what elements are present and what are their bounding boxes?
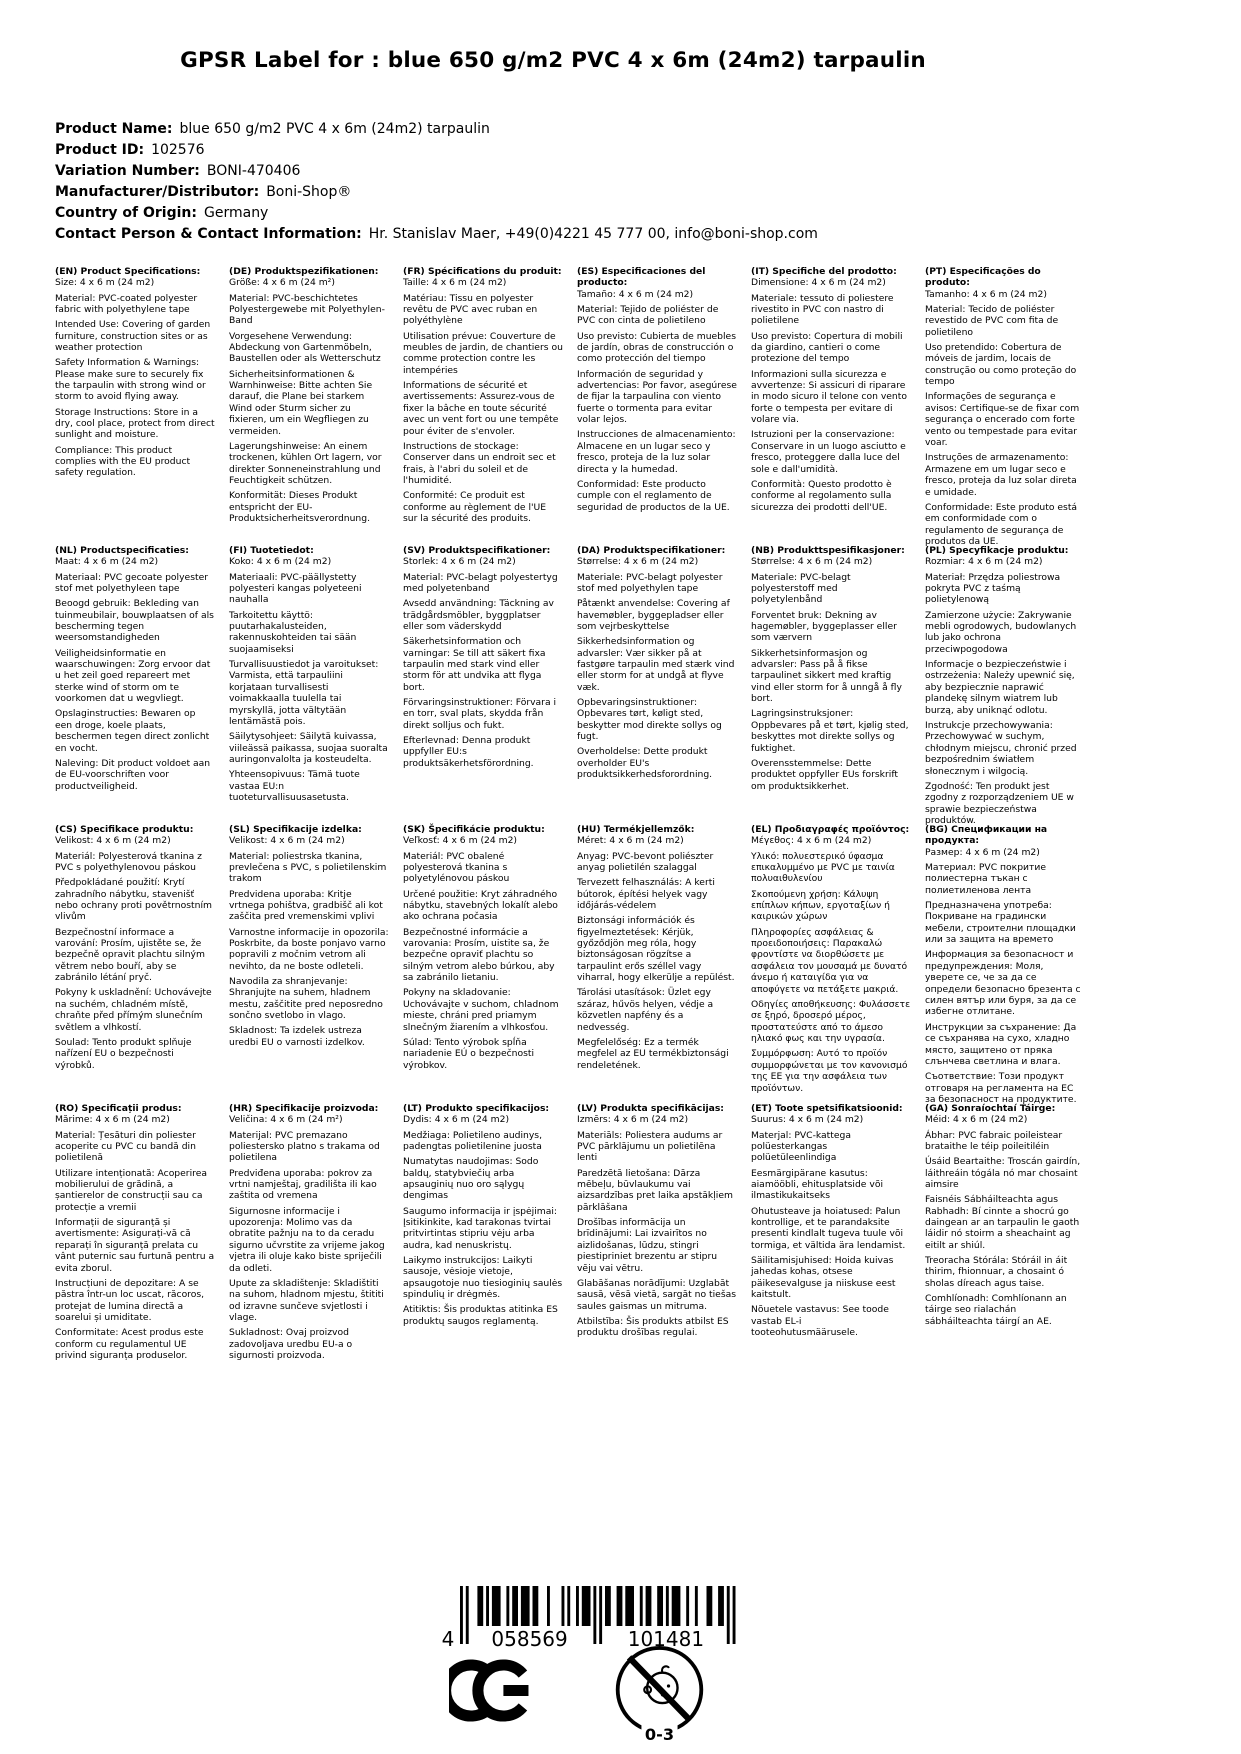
barcode-bar xyxy=(593,1586,596,1644)
product-info-value: Boni-Shop® xyxy=(266,184,352,200)
product-info-row xyxy=(55,161,818,182)
spec-paragraph: Υλικό: πολυεστερικό ύφασμα επικαλυμμένο με PVC με ταινία πολυαιθυλενίου xyxy=(751,850,895,885)
product-info-row xyxy=(55,203,818,224)
spec-paragraph: Comhlíonadh: Comhlíonann an táirge seo rialachán sábháilteachta táirgí an AE. xyxy=(925,1293,1067,1327)
spec-paragraph: Numatytas naudojimas: Sodo baldų, statybviečių arba apsauginių nuo oro sąlygų dengimas xyxy=(403,1156,539,1202)
spec-paragraph: Størrelse: 4 x 6 m (24 m2) xyxy=(751,556,873,568)
language-specs-grid xyxy=(55,266,1085,1382)
barcode-bar xyxy=(582,1586,591,1626)
spec-paragraph: Opslaginstructies: Bewaren op een droge, koele plaats, beschermen tegen direct zonlicht en vocht. xyxy=(55,708,210,754)
spec-paragraph: Predviđena uporaba: pokrov za vrtni namještaj, gradilišta ili kao zaštita od vremena xyxy=(229,1167,377,1202)
age-warning-label: 0-3 xyxy=(644,1725,675,1745)
language-spec-block-bg xyxy=(925,824,1085,1103)
spec-paragraph: Materiale: PVC-belagt polyesterstoff med polyetylenbånd xyxy=(751,571,851,606)
product-info-row xyxy=(55,224,818,245)
spec-paragraph: Size: 4 x 6 m (24 m2) xyxy=(55,277,155,289)
product-info-label: Country of Origin: xyxy=(55,205,197,221)
spec-paragraph: Upute za skladištenje: Skladištiti na suhom, hladnom mjestu, štititi od izravne sunčeve svjetlosti i vlage. xyxy=(229,1277,384,1324)
spec-paragraph: Material: PVC-beschichtetes Polyestergewebe mit Polyethylen-Band xyxy=(229,292,385,327)
spec-paragraph: Säkerhetsinformation och varningar: Se till att säkert fixa tarpaulin med stark vind eller storm för att undvika att flyga bort. xyxy=(403,636,546,693)
spec-paragraph: Påtænkt anvendelse: Covering af havemøbler, byggepladser eller som vejrbeskyttelse xyxy=(577,598,730,633)
barcode-bar xyxy=(672,1586,681,1626)
product-info-label: Contact Person & Contact Information: xyxy=(55,226,362,242)
spec-paragraph: Koko: 4 x 6 m (24 m2) xyxy=(229,556,332,568)
barcode-bar xyxy=(486,1586,489,1626)
spec-paragraph: Informations de sécurité et avertissements: Assurez-vous de fixer la bâche en toute sécurité avec un vent fort ou une tempête pour éviter de s'envoler. xyxy=(403,380,559,437)
barcode-bar xyxy=(492,1586,501,1626)
spec-paragraph: Bezpečnostní informace a varování: Prosím, ujistěte se, že bezpečně opravit plachtu silným větrem nebo bouří, aby se zabránilo létání pryč. xyxy=(55,926,205,984)
barcode-bar xyxy=(625,1586,634,1626)
spec-paragraph: Naleving: Dit product voldoet aan de EU-voorschriften voor productveiligheid. xyxy=(55,757,211,792)
product-info-value: BONI-470406 xyxy=(206,163,301,179)
spec-paragraph: Drošības informācija un brīdinājumi: Lai izvairītos no aizlidošanas, lūdzu, stingri piestipriniet brezentu ar stipru vēju vai vētru. xyxy=(577,1217,718,1274)
spec-paragraph: Uso pretendido: Cobertura de móveis de jardim, locais de construção ou como proteção do tempo xyxy=(925,342,1077,388)
barcode-bar xyxy=(506,1586,509,1626)
page-title: GPSR Label for : blue 650 g/m2 PVC 4 x 6m (24m2) tarpaulin xyxy=(180,48,926,73)
spec-paragraph: Materiale: tessuto di poliestere rivestito in PVC con nastro di polietilene xyxy=(751,292,894,327)
spec-paragraph: Forventet bruk: Dekning av hagemøbler, byggeplasser eller som værvern xyxy=(751,609,897,644)
spec-paragraph: Méret: 4 x 6 m (24 m2) xyxy=(577,835,684,847)
language-spec-heading: (ES) Especificaciones del producto: xyxy=(577,266,706,289)
spec-paragraph: Intended Use: Covering of garden furniture, construction sites or as weather protection xyxy=(55,319,211,354)
spec-paragraph: Zgodność: Ten produkt jest zgodny z rozporządzeniem UE w sprawie bezpieczeństwa produktów. xyxy=(925,780,1074,826)
spec-paragraph: Säilitamisjuhised: Hoida kuivas jahedas kohas, otsese päikesevalguse ja niiskuse eest kaitstult. xyxy=(751,1255,896,1301)
spec-paragraph: Informazioni sulla sicurezza e avvertenze: Si assicuri di riparare in modo sicuro il telone con vento forte o tempesta per evitare di volare via. xyxy=(751,368,907,426)
spec-paragraph: Nõuetele vastavus: See toode vastab EL-i tooteohutusmäärusele. xyxy=(751,1304,889,1339)
spec-paragraph: Mărime: 4 x 6 m (24 m2) xyxy=(55,1114,170,1126)
spec-paragraph: Úsáid Beartaithe: Troscán gairdín, láithreáin tógála nó mar chosaint aimsire xyxy=(925,1156,1081,1191)
language-spec-heading: (SL) Specifikacije izdelka: xyxy=(229,824,362,835)
spec-paragraph: Инструкции за съхранение: Да се съхранява на сухо, хладно място, защитено от пряка слънчева светлина и влага. xyxy=(925,1021,1077,1067)
spec-paragraph: Material: Tejido de poliéster de PVC con cinta de polietileno xyxy=(577,304,719,327)
spec-paragraph: Veiligheidsinformatie en waarschuwingen: Zorg ervoor dat u het zeil goed repareert met sterke wind of storm om te voorkomen dat u wegvliegt. xyxy=(55,647,211,705)
spec-paragraph: Treoracha Stórála: Stóráil in áit thirim, fhionnuar, a chosaint ó sholas díreach agus taise. xyxy=(925,1255,1068,1289)
spec-paragraph: Beoogd gebruik: Bekleding van tuinmeubilair, bouwplaatsen of als bescherming tegen weersomstandigheden xyxy=(55,598,214,644)
spec-paragraph: Vorgesehene Verwendung: Abdeckung von Gartenmöbeln, Baustellen oder als Wetterschutz xyxy=(229,330,381,365)
barcode-bar xyxy=(695,1586,698,1626)
spec-paragraph: Uso previsto: Copertura di mobili da giardino, cantieri o come protezione del tempo xyxy=(751,330,903,365)
barcode-lead-digit: 4 xyxy=(441,1627,455,1651)
product-info-label: Manufacturer/Distributor: xyxy=(55,184,260,200)
spec-paragraph: Opbevaringsinstruktioner: Opbevares tørt, køligt sted, beskytter mod direkte sollys og fugt. xyxy=(577,697,722,743)
ce-mark-icon xyxy=(449,1658,534,1723)
barcode-bar xyxy=(646,1586,652,1626)
language-spec-heading: (SV) Produktspecifikationer: xyxy=(403,545,551,556)
spec-paragraph: Faisnéis Sábháilteachta agus Rabhadh: Bí cinnte a shocrú go daingean ar an tarpaulin le gaoth láidir nó stoirm a sheachaint ag eitilt ar shiúl. xyxy=(925,1194,1080,1251)
language-spec-block-lv xyxy=(577,1103,737,1382)
language-spec-heading: (RO) Specificații produs: xyxy=(55,1103,182,1114)
barcode-bar xyxy=(521,1586,530,1626)
product-info-row xyxy=(55,140,818,161)
spec-paragraph: Taille: 4 x 6 m (24 m2) xyxy=(403,277,507,289)
barcode-bar xyxy=(617,1586,623,1626)
spec-paragraph: Lagringsinstruksjoner: Oppbevares på et tørt, kjølig sted, beskyttes mot direkte sollys og fuktighet. xyxy=(751,708,909,754)
product-info-row xyxy=(55,119,818,140)
spec-paragraph: Instrucțiuni de depozitare: A se păstra într-un loc uscat, răcoros, protejat de lumina directă a soarelui și umiditate. xyxy=(55,1277,205,1324)
barcode-bar xyxy=(477,1586,483,1626)
spec-paragraph: Predvidena uporaba: Kritje vrtnega pohištva, gradbišč ali kot zaščita pred vremenskimi vplivi xyxy=(229,888,383,923)
spec-paragraph: Съответствие: Този продукт отговаря на регламента на ЕС за безопасност на продуктите. xyxy=(925,1071,1077,1105)
spec-paragraph: Tárolási utasítások: Üzlet egy száraz, hűvös helyen, védje a közvetlen napfény és a nedvesség. xyxy=(577,987,714,1033)
spec-paragraph: Efterlevnad: Denna produkt uppfyller EU:s produktsäkerhetsförordning. xyxy=(403,735,534,769)
spec-paragraph: Materiāls: Poliestera audums ar PVC pārklājumu un polietilēna lenti xyxy=(577,1129,723,1164)
language-spec-block-fi xyxy=(229,545,389,824)
spec-paragraph: Compliance: This product complies with the EU product safety regulation. xyxy=(55,444,191,479)
spec-paragraph: Materjal: PVC-kattega polüesterkangas polüetüleenlindiga xyxy=(751,1129,852,1164)
spec-paragraph: Laikymo instrukcijos: Laikyti sausoje, vėsioje vietoje, apsaugotoje nuo tiesioginių saulės spindulių ir drėgmės. xyxy=(403,1255,563,1301)
spec-paragraph: Tamanho: 4 x 6 m (24 m2) xyxy=(925,288,1047,300)
spec-paragraph: Información de seguridad y advertencias: Por favor, asegúrese de fijar la tarpaulina con viento fuerte o tormenta para evitar volar lejos. xyxy=(577,368,737,426)
spec-paragraph: Dydis: 4 x 6 m (24 m2) xyxy=(403,1114,510,1126)
product-info-label: Product Name: xyxy=(55,121,173,137)
product-info-block xyxy=(55,119,818,245)
spec-paragraph: Ohutusteave ja hoiatused: Palun kontrollige, et te parandaksite presenti kindlalt tugeva tuule või tormiga, et vältida ära lendamist. xyxy=(751,1205,906,1251)
spec-paragraph: Veľkosť: 4 x 6 m (24 m2) xyxy=(403,835,518,847)
spec-paragraph: Συμμόρφωση: Αυτό το προϊόν συμμορφώνεται με τον κανονισμό της ΕΕ για την ασφάλεια των προϊόντων. xyxy=(751,1048,908,1094)
spec-paragraph: Ábhar: PVC fabraic poileistear brataithe le téip poileitiléin xyxy=(925,1129,1063,1153)
spec-paragraph: Megfelelőség: Ez a termék megfelel az EU termékbiztonsági rendeletének. xyxy=(577,1036,729,1071)
spec-paragraph: Matériau: Tissu en polyester revêtu de PVC avec ruban en polyéthylène xyxy=(403,292,538,327)
spec-paragraph: Lagerungshinweise: An einem trockenen, kühlen Ort lagern, vor direkter Sonneneinstrahlung und Feuchtigkeit schützen. xyxy=(229,440,382,487)
spec-paragraph: Conformidad: Este producto cumple con el reglamento de seguridad de productos de la UE. xyxy=(577,478,730,513)
product-info-row xyxy=(55,182,818,203)
spec-paragraph: Utilizare intenționată: Acoperirea mobilierului de grădină, a șantierelor de construcții sau ca protecție a vremii xyxy=(55,1167,207,1213)
spec-paragraph: Instrucciones de almacenamiento: Almacene en un lugar seco y fresco, proteja de la luz solar directa y la humedad. xyxy=(577,429,736,475)
language-spec-heading: (GA) Sonraíochtaí Táirge: xyxy=(925,1103,1056,1114)
language-spec-block-ga xyxy=(925,1103,1085,1382)
spec-paragraph: Materiaali: PVC-päällystetty polyesteri kangas polyeteeni nauhalla xyxy=(229,571,362,606)
spec-paragraph: Instructions de stockage: Conserver dans un endroit sec et frais, à l'abri du soleil et de l'humidité. xyxy=(403,440,556,487)
spec-paragraph: Conformità: Questo prodotto è conforme al regolamento sulla sicurezza dei prodotti dell'UE. xyxy=(751,478,892,513)
language-spec-block-nb xyxy=(751,545,911,824)
barcode-bar xyxy=(686,1586,689,1626)
spec-paragraph: Material: PVC-coated polyester fabric with polyethylene tape xyxy=(55,292,198,316)
spec-paragraph: Atbilstība: Šis produkts atbilst ES produktu drošības regulai. xyxy=(577,1315,729,1339)
language-spec-heading: (IT) Specifiche del prodotto: xyxy=(751,266,897,277)
spec-paragraph: Tamaño: 4 x 6 m (24 m2) xyxy=(577,288,694,300)
spec-paragraph: Информация за безопасност и предупреждения: Моля, уверете се, че за да се определи безопасно брезента с силен вятър или буря, за да се избегне отлитане. xyxy=(925,949,1081,1018)
language-spec-heading: (DA) Produktspecifikationer: xyxy=(577,545,726,556)
spec-paragraph: Saugumo informacija ir įspėjimai: Įsitikinkite, kad tarakonas tvirtai pritvirtintas stipriu vėju arba audra, kad nenuskristų. xyxy=(403,1205,557,1251)
language-spec-heading: (HR) Specifikacije proizvoda: xyxy=(229,1103,379,1114)
spec-paragraph: Rozmiar: 4 x 6 m (24 m2) xyxy=(925,556,1043,568)
barcode-bar xyxy=(666,1586,669,1626)
spec-paragraph: Súlad: Tento výrobok spĺňa nariadenie EÚ o bezpečnosti výrobkov. xyxy=(403,1036,535,1071)
spec-paragraph: Uso previsto: Cubierta de muebles de jardín, obras de construcción o como protección del tiempo xyxy=(577,330,736,365)
spec-paragraph: Suurus: 4 x 6 m (24 m2) xyxy=(751,1114,864,1126)
language-spec-block-sl xyxy=(229,824,389,1103)
language-spec-block-sk xyxy=(403,824,563,1103)
product-info-value: 102576 xyxy=(151,142,205,158)
spec-paragraph: Sicherheitsinformationen & Warnhinweise: Bitte achten Sie darauf, die Plane bei starkem Wind oder Sturm sicher zu fixieren, um ein Wegfliegen zu vermeiden. xyxy=(229,368,373,437)
spec-paragraph: Предназначена употреба: Покриване на градински мебели, строителни площадки или за защита на времето xyxy=(925,900,1076,946)
spec-paragraph: Utilisation prévue: Couverture de meubles de jardin, de chantiers ou comme protection contre les intempéries xyxy=(403,330,563,376)
spec-paragraph: Instrukcje przechowywania: Przechowywać w suchym, chłodnym miejscu, chronić przed bezpośrednim światłem słonecznym i wilgocią. xyxy=(925,719,1077,777)
spec-paragraph: Veličina: 4 x 6 m (24 m²) xyxy=(229,1114,343,1126)
barcode-bar xyxy=(460,1586,463,1644)
language-spec-heading: (EL) Προδιαγραφές προϊόντος: xyxy=(751,824,910,835)
language-spec-block-et xyxy=(751,1103,911,1382)
barcode-right-digits: 101481 xyxy=(627,1627,705,1651)
spec-paragraph: Skladnost: Ta izdelek ustreza uredbi EU o varnosti izdelkov. xyxy=(229,1025,365,1048)
product-info-label: Product ID: xyxy=(55,142,145,158)
spec-paragraph: Overensstemmelse: Dette produktet oppfyller EUs forskrift om produktsikkerhet. xyxy=(751,757,899,792)
language-spec-heading: (LV) Produkta specifikācijas: xyxy=(577,1103,724,1114)
spec-paragraph: Materiál: Polyesterová tkanina z PVC s polyethylenovou páskou xyxy=(55,850,203,874)
spec-paragraph: Atitiktis: Šis produktas atitinka ES produktų saugos reglamentą. xyxy=(403,1304,558,1327)
language-spec-heading: (NL) Productspecificaties: xyxy=(55,545,189,556)
spec-paragraph: Materijal: PVC premazano poliestersko platno s trakama od polietilena xyxy=(229,1129,380,1164)
spec-paragraph: Pokyny na skladovanie: Uchovávajte v suchom, chladnom mieste, chráni pred priamym slnečným žiarením a vlhkosťou. xyxy=(403,987,559,1033)
language-spec-heading: (HU) Termékjellemzők: xyxy=(577,824,695,835)
barcode-bar xyxy=(466,1586,469,1644)
spec-paragraph: Soulad: Tento produkt splňuje nařízení EU o bezpečnosti výrobků. xyxy=(55,1036,192,1071)
spec-paragraph: Material: Tecido de poliéster revestido de PVC com fita de polietileno xyxy=(925,304,1059,338)
language-spec-block-hu xyxy=(577,824,737,1103)
spec-paragraph: Bezpečnostné informácie a varovania: Prosím, uistite sa, že bezpečne opraviť plachtu so silným vetrom alebo búrkou, aby sa zabránilo lietaniu. xyxy=(403,926,555,984)
spec-paragraph: Istruzioni per la conservazione: Conservare in un luogo asciutto e fresco, proteggere dalla luce del sole e dall'umidità. xyxy=(751,429,906,475)
spec-paragraph: Storage Instructions: Store in a dry, cool place, protect from direct sunlight and moisture. xyxy=(55,406,215,441)
barcode-bar xyxy=(605,1586,611,1626)
language-spec-block-pt xyxy=(925,266,1085,545)
language-spec-block-hr xyxy=(229,1103,389,1382)
spec-paragraph: Οδηγίες αποθήκευσης: Φυλάσσετε σε ξηρό, δροσερό μέρος, προστατεύστε από το άμεσο ηλιακό φως και την υγρασία. xyxy=(751,998,911,1045)
language-spec-heading: (ET) Toote spetsifikatsioonid: xyxy=(751,1103,903,1114)
barcode-bar xyxy=(707,1586,713,1626)
language-spec-heading: (FI) Tuotetiedot: xyxy=(229,545,314,556)
language-spec-block-en xyxy=(55,266,215,545)
spec-paragraph: Izmērs: 4 x 6 m (24 m2) xyxy=(577,1114,689,1126)
language-spec-heading: (FR) Spécifications du produit: xyxy=(403,266,562,277)
spec-paragraph: Materiał: Przędza poliestrowa pokryta PVC z taśmą polietylenową xyxy=(925,571,1061,606)
spec-paragraph: Storlek: 4 x 6 m (24 m2) xyxy=(403,556,516,568)
spec-paragraph: Informações de segurança e avisos: Certifique-se de fixar com segurança o encerado com forte vento ou tempestade para evitar voar. xyxy=(925,391,1080,449)
spec-paragraph: Material: poliestrska tkanina, prevlečena s PVC, s polietilenskim trakom xyxy=(229,850,387,885)
barcode-bar xyxy=(562,1586,565,1626)
language-spec-heading: (SK) Špecifikácie produktu: xyxy=(403,824,545,835)
spec-paragraph: Størrelse: 4 x 6 m (24 m2) xyxy=(577,556,699,568)
spec-paragraph: Informacje o bezpieczeństwie i ostrzeżenia: Należy upewnić się, aby bezpiecznie naprawić plandekę silnym wiatrem lub burzą, aby uniknąć odlotu. xyxy=(925,659,1075,716)
spec-paragraph: Anyag: PVC-bevont poliészter anyag polietilén szalaggal xyxy=(577,850,714,874)
spec-paragraph: Instruções de armazenamento: Armazene em um lugar seco e fresco, proteja da luz solar direta e umidade. xyxy=(925,452,1077,498)
spec-paragraph: Förvaringsinstruktioner: Förvara i en torr, sval plats, skydda från direkt solljus och fukt. xyxy=(403,697,557,731)
spec-paragraph: Informații de siguranță și avertismente: Asigurați-vă că reparați în siguranță prelata cu vânt puternic sau furtună pentru a evita zborul. xyxy=(55,1217,215,1274)
spec-paragraph: Pokyny k uskladnění: Uchovávejte na suchém, chladném místě, chraňte před přímým slunečním světlem a vlhkostí. xyxy=(55,987,212,1033)
barcode-bar xyxy=(599,1586,602,1644)
spec-paragraph: Σκοπούμενη χρήση: Κάλυψη επίπλων κήπων, εργοταξίων ή καιρικών χώρων xyxy=(751,888,891,923)
spec-paragraph: Určené použitie: Kryt záhradného nábytku, stavebných lokalít alebo ako ochrana počasia xyxy=(403,888,558,923)
spec-paragraph: Yhteensopivuus: Tämä tuote vastaa EU:n tuoteturvallisuusasetusta. xyxy=(229,769,360,804)
language-spec-block-da xyxy=(577,545,737,824)
language-spec-heading: (DE) Produktspezifikationen: xyxy=(229,266,379,277)
barcode-bar xyxy=(657,1586,663,1626)
product-info-value: blue 650 g/m2 PVC 4 x 6m (24m2) tarpaulin xyxy=(179,121,490,137)
language-spec-heading: (PL) Specyfikacje produktu: xyxy=(925,545,1069,556)
prohibition-slash-icon xyxy=(629,1657,689,1719)
language-spec-heading: (LT) Produkto specifikacijos: xyxy=(403,1103,550,1114)
spec-paragraph: Paredzētā lietošana: Dārza mēbeļu, būvlaukumu vai aizsardzības pret laika apstākļiem pārklāšana xyxy=(577,1167,733,1213)
spec-paragraph: Navodila za shranjevanje: Shranjujte na suhem, hladnem mestu, zaščitite pred neposredno sončno svetlobo in vlago. xyxy=(229,976,383,1022)
language-spec-block-es xyxy=(577,266,737,545)
spec-paragraph: Biztonsági információk és figyelmeztetések: Kérjük, győződjön meg róla, hogy biztonságosan rögzítse a tarpaulint erős széllel vagy viharral, hogy elkerülje a repülést. xyxy=(577,915,735,984)
barcode-bar xyxy=(567,1586,570,1626)
spec-paragraph: Sikkerhetsinformasjon og advarsler: Pass på å fikse tarpaulinet sikkert med kraftig vind eller storm for å unngå å fly bort. xyxy=(751,647,902,705)
spec-paragraph: Varnostne informacije in opozorila: Poskrbite, da boste ponjavo varno popravili z močnim vetrom ali nevihto, da ne boste odleteli. xyxy=(229,926,389,972)
language-spec-block-de xyxy=(229,266,389,545)
language-spec-block-ro xyxy=(55,1103,215,1382)
language-spec-block-it xyxy=(751,266,911,545)
product-info-value: Hr. Stanislav Maer, +49(0)4221 45 777 00, info@boni-shop.com xyxy=(368,226,818,242)
barcode-left-digits: 058569 xyxy=(491,1627,568,1651)
barcode-bar xyxy=(733,1586,736,1644)
spec-paragraph: Materiál: PVC obalené polyesterová tkanina s polyetylénovou páskou xyxy=(403,850,510,885)
spec-paragraph: Material: PVC-belagt polyestertyg med polyetenband xyxy=(403,571,558,595)
spec-paragraph: Zamierzone użycie: Zakrywanie mebli ogrodowych, budowlanych lub jako ochrona przeciwpogodowa xyxy=(925,609,1077,655)
spec-paragraph: Medžiaga: Polietileno audinys, padengtas polietilenine juosta xyxy=(403,1129,543,1153)
spec-paragraph: Sigurnosne informacije i upozorenja: Molimo vas da obratite pažnju na to da ceradu sigurno učvrstite za vrijeme jakog vjetra ili oluje kako biste spriječili da odleti. xyxy=(229,1205,385,1274)
spec-paragraph: Velikost: 4 x 6 m (24 m2) xyxy=(229,835,345,847)
product-info-value: Germany xyxy=(204,205,269,221)
spec-paragraph: Μέγεθος: 4 x 6 m (24 m2) xyxy=(751,835,872,847)
spec-paragraph: Material: Țesături din poliester acoperite cu PVC cu bandă din polietilenă xyxy=(55,1129,196,1164)
language-spec-block-sv xyxy=(403,545,563,824)
spec-paragraph: Avsedd användning: Täckning av trädgårdsmöbler, byggplatser eller som väderskydd xyxy=(403,598,554,633)
language-spec-heading: (CS) Specifikace produktu: xyxy=(55,824,194,835)
spec-paragraph: Größe: 4 x 6 m (24 m²) xyxy=(229,277,335,289)
spec-paragraph: Eesmärgipärane kasutus: aiamööbli, ehitusplatside või ilmastikukaitseks xyxy=(751,1167,883,1202)
spec-paragraph: Размер: 4 x 6 m (24 m2) xyxy=(925,846,1040,858)
spec-paragraph: Dimensione: 4 x 6 m (24 m2) xyxy=(751,277,886,289)
spec-paragraph: Předpokládané použití: Krytí zahradního nábytku, stavenišť nebo ochrany proti povětrnostním vlivům xyxy=(55,877,212,923)
spec-paragraph: Säilytysohjeet: Säilytä kuivassa, viileässä paikassa, suojaa suoralta auringonvalolta ja kosteudelta. xyxy=(229,731,388,766)
language-spec-block-lt xyxy=(403,1103,563,1382)
language-spec-block-pl xyxy=(925,545,1085,824)
spec-paragraph: Safety Information & Warnings: Please make sure to securely fix the tarpaulin with strong wind or storm to avoid flying away. xyxy=(55,357,206,403)
spec-paragraph: Glabāšanas norādījumi: Uzglabāt sausā, vēsā vietā, sargāt no tiešas saules gaismas un mitruma. xyxy=(577,1277,737,1312)
barcode-bar xyxy=(727,1586,730,1644)
language-spec-heading: (NB) Produkttspesifikasjoner: xyxy=(751,545,905,556)
spec-paragraph: Tervezett felhasználás: A kerti bútorok, építési helyek vagy időjárás-védelem xyxy=(577,877,715,912)
language-spec-block-fr xyxy=(403,266,563,545)
spec-paragraph: Overholdelse: Dette produkt overholder EU's produktsikkerhedsforordning. xyxy=(577,746,713,781)
barcode-bar xyxy=(512,1586,518,1626)
language-spec-heading: (BG) Спецификации на продукта: xyxy=(925,824,1048,847)
language-spec-block-el xyxy=(751,824,911,1103)
language-spec-heading: (EN) Product Specifications: xyxy=(55,266,201,277)
spec-paragraph: Материал: PVC покритие полиестерна тъкан с полиетиленова лента xyxy=(925,862,1046,896)
barcode-bar xyxy=(718,1586,724,1626)
barcode-bar xyxy=(547,1586,550,1626)
spec-paragraph: Konformität: Dieses Produkt entspricht der EU-Produktsicherheitsverordnung. xyxy=(229,490,371,525)
barcode-bar xyxy=(533,1586,539,1626)
spec-paragraph: Materiaal: PVC gecoate polyester stof met polyethyleen tape xyxy=(55,571,209,595)
language-spec-block-nl xyxy=(55,545,215,824)
spec-paragraph: Materiale: PVC-belagt polyester stof med polyethylen tape xyxy=(577,571,723,595)
spec-paragraph: Conformitate: Acest produs este conform cu regulamentul UE privind siguranța produselor. xyxy=(55,1327,204,1362)
barcode-bar xyxy=(640,1586,643,1626)
barcode-bar xyxy=(576,1586,579,1626)
spec-paragraph: Maat: 4 x 6 m (24 m2) xyxy=(55,556,159,568)
spec-paragraph: Sukladnost: Ovaj proizvod zadovoljava uredbu EU-a o sigurnosti proizvoda. xyxy=(229,1327,353,1362)
spec-paragraph: Méid: 4 x 6 m (24 m2) xyxy=(925,1114,1028,1126)
spec-paragraph: Conformidade: Este produto está em conformidade com o regulamento de segurança de produtos da UE. xyxy=(925,501,1078,547)
spec-paragraph: Tarkoitettu käyttö: puutarhakalusteiden, rakennuskohteiden tai sään suojaamiseksi xyxy=(229,609,357,655)
product-info-label: Variation Number: xyxy=(55,163,200,179)
spec-paragraph: Turvallisuustiedot ja varoitukset: Varmista, että tarpauliini korjataan turvallisesti voimakkaalla tuulella tai myrskyllä, jotta vältytään lentämästä pois. xyxy=(229,659,379,728)
spec-paragraph: Πληροφορίες ασφάλειας & προειδοποιήσεις: Παρακαλώ φροντίστε να διορθώσετε με ασφάλεια τον μουσαμά με δυνατό άνεμο ή καταιγίδα για να αποφύγετε να πετάξετε μακριά. xyxy=(751,926,908,995)
spec-paragraph: Velikost: 4 x 6 m (24 m2) xyxy=(55,835,171,847)
age-warning-0-3-icon xyxy=(612,1642,707,1747)
language-spec-block-cs xyxy=(55,824,215,1103)
language-spec-heading: (PT) Especificações do produto: xyxy=(925,266,1041,289)
spec-paragraph: Conformité: Ce produit est conforme au règlement de l'UE sur la sécurité des produits. xyxy=(403,490,547,525)
spec-paragraph: Sikkerhedsinformation og advarsler: Vær sikker på at fastgøre tarpaulin med stærk vind eller storm for at undgå at flyve væk. xyxy=(577,636,735,693)
